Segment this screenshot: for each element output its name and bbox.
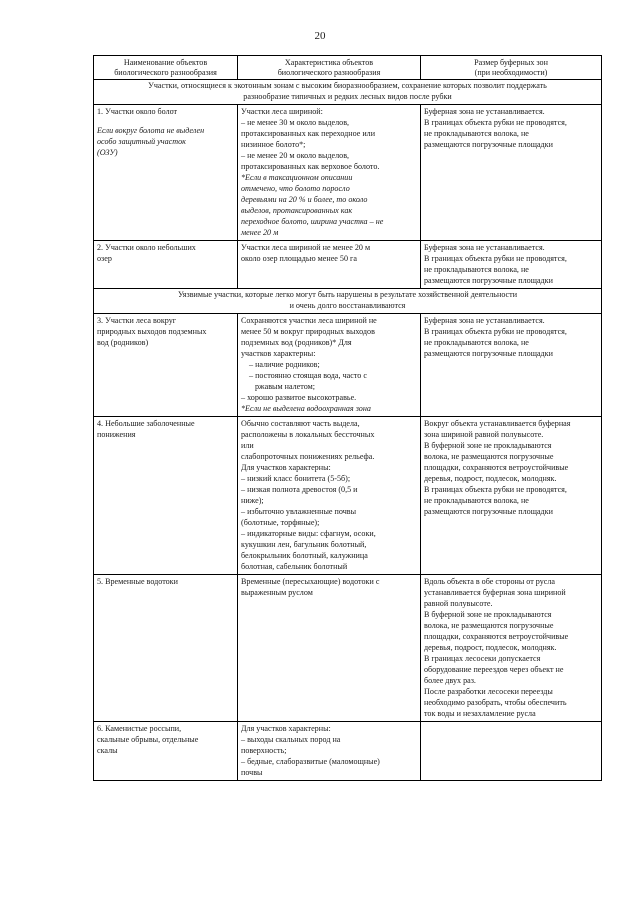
desc-line: – индикаторные виды: сфагнум, осоки, (241, 529, 376, 539)
object-name: 3. Участки леса вокруг (97, 316, 177, 326)
desc-line: протаксированных как верховое болото. (241, 162, 380, 172)
buffer-line: волока, не размещаются погрузочные (424, 621, 554, 631)
section-line: Участки, относящиеся к экотонным зонам с высоким биоразнообразием, сохранение которых позволит поддержать (148, 81, 547, 91)
buffer-cell (421, 314, 602, 417)
buffer-line: устанавливается буферная зона шириной (424, 588, 566, 598)
list-item: – наличие родников; (249, 360, 320, 370)
object-name: 5. Временные водотоки (97, 577, 178, 587)
object-name-cell (94, 722, 238, 781)
buffer-line: В границах объекта рубки не проводятся, (424, 327, 567, 337)
desc-line: кукушкин лен, багульник болотный, (241, 540, 367, 550)
desc-line: Обычно составляют часть выдела, (241, 419, 360, 429)
note-line: переходное болото, ширина участка – не (241, 217, 384, 227)
section-line: и очень долго восстанавливаются (289, 300, 406, 310)
characteristics-cell (238, 105, 421, 241)
desc-line: около озер площадью менее 50 га (241, 254, 357, 264)
buffer-line: не прокладываются волока, не (424, 338, 529, 348)
buffer-line: В границах лесосеки допускается (424, 654, 541, 664)
header-line: биологического разнообразия (114, 67, 217, 77)
table-row (94, 575, 602, 722)
buffer-line: Буферная зона не устанавливается. (424, 243, 545, 253)
note-line: менее 20 м (241, 228, 279, 238)
note-line: особо защитный участок (97, 137, 186, 147)
table-row (94, 241, 602, 289)
object-name: 2. Участки около небольших (97, 243, 196, 253)
note-line: деревьями на 20 % и более, то около (241, 195, 368, 205)
buffer-line: площадки, сохраняются ветроустойчивые (424, 463, 569, 473)
desc-footnote (241, 172, 417, 238)
buffer-line: оборудование переездов через объект не (424, 665, 564, 675)
object-name: скалы (97, 746, 118, 756)
buffer-line: площадки, сохраняются ветроустойчивые (424, 632, 569, 642)
header-line: Размер буферных зон (474, 58, 548, 67)
desc-line: Для участков характерны: (241, 463, 331, 473)
list-item: – хорошо развитое высокотравье. (241, 393, 357, 403)
desc-line: болотная, сабельник болотный (241, 562, 348, 572)
desc-line: Сохраняются участки леса шириной не (241, 316, 377, 326)
table-header-row (94, 56, 602, 80)
object-note (97, 125, 234, 158)
note-line: (ОЗУ) (97, 148, 118, 158)
buffer-line: деревья, подрост, подлесок, молодняк. (424, 474, 557, 484)
desc-line: почвы (241, 768, 263, 778)
buffer-line: не прокладываются волока, не (424, 496, 529, 506)
table-row (94, 722, 602, 781)
buffer-line: равной полувысоте. (424, 599, 493, 609)
header-objects (94, 56, 238, 80)
section-line: Уязвимые участки, которые легко могут быть нарушены в результате хозяйственной деятельности (177, 290, 518, 300)
buffer-line: В границах объекта рубки не проводятся, (424, 254, 567, 264)
desc-line: слабопроточных понижениях рельефа. (241, 452, 375, 462)
buffer-line: Буферная зона не устанавливается. (424, 107, 545, 117)
characteristics-cell (238, 575, 421, 722)
object-name: озер (97, 254, 112, 264)
section-heading-vulnerable (94, 289, 602, 314)
buffer-cell (421, 241, 602, 289)
desc-line: подземных вод (родников)* Для (241, 338, 352, 348)
desc-line: Временные (пересыхающие) водотоки с (241, 577, 380, 587)
desc-line: протаксированных как переходное или (241, 129, 376, 139)
buffer-line: размещаются погрузочные площадки (424, 140, 553, 150)
buffer-line: размещаются погрузочные площадки (424, 276, 553, 286)
buffer-line: более двух раз. (424, 676, 476, 686)
object-name-cell (94, 417, 238, 575)
header-buffer-zone (421, 56, 602, 80)
note-line: отмечено, что болото поросло (241, 184, 350, 194)
note-line: Если вокруг болота не выделен (97, 126, 205, 136)
desc-line: менее 50 м вокруг природных выходов (241, 327, 375, 337)
desc-line: белокрыльник болотный, калужница (241, 551, 368, 561)
buffer-line: не прокладываются волока, не (424, 265, 529, 275)
desc-line: – низкий класс бонитета (5-5б); (241, 474, 351, 484)
table-row (94, 105, 602, 241)
desc-line: Для участков характерны: (241, 724, 331, 734)
note-line: *Если в таксационном описании (241, 173, 353, 183)
buffer-line: После разработки лесосеки переезды (424, 687, 553, 697)
section-row (94, 289, 602, 314)
desc-line: – избыточно увлажненные почвы (241, 507, 357, 517)
desc-line: (болотные, торфяные); (241, 518, 320, 528)
buffer-line: В границах объекта рубки не проводятся, (424, 485, 567, 495)
buffer-cell (421, 575, 602, 722)
object-name-cell (94, 575, 238, 722)
buffer-cell (421, 417, 602, 575)
buffer-line: В буферной зоне не прокладываются (424, 441, 552, 451)
table-row (94, 314, 602, 417)
characteristics-cell (238, 417, 421, 575)
desc-footnote: *Если не выделена водоохранная зона (241, 404, 371, 414)
header-line: (при необходимости) (474, 67, 548, 77)
header-line: биологического разнообразия (277, 67, 381, 77)
list-item: ржавым налетом; (255, 382, 315, 392)
buffer-line: волока, не размещаются погрузочные (424, 452, 554, 462)
object-name-cell (94, 241, 238, 289)
object-name: понижения (97, 430, 136, 440)
desc-line: – бедные, слаборазвитые (маломощные) (241, 757, 380, 767)
desc-line: – не менее 30 м около выделов, (241, 118, 350, 128)
desc-line: расположены в локальных бессточных (241, 430, 375, 440)
buffer-line: размещаются погрузочные площадки (424, 507, 553, 517)
desc-line: выраженным руслом (241, 588, 313, 598)
table-row (94, 417, 602, 575)
buffer-line: В границах объекта рубки не проводятся, (424, 118, 567, 128)
section-heading-ecotone (94, 80, 602, 105)
object-name: 4. Небольшие заболоченные (97, 419, 195, 429)
buffer-line: зона шириной равной полувысоте. (424, 430, 544, 440)
section-row (94, 80, 602, 105)
desc-line: – выходы скальных пород на (241, 735, 341, 745)
buffer-cell (421, 105, 602, 241)
object-name: 6. Каменистые россыпи, (97, 724, 182, 734)
desc-line: низинное болото*; (241, 140, 306, 150)
note-line: выделов, протаксированных как (241, 206, 353, 216)
biodiversity-table (93, 55, 602, 781)
desc-line: – низкая полнота древостоя (0,5 и (241, 485, 358, 495)
desc-line: поверхность; (241, 746, 287, 756)
characteristics-cell (238, 722, 421, 781)
object-name-cell (94, 105, 238, 241)
object-name-cell (94, 314, 238, 417)
section-line: разнообразие типичных и редких лесных видов после рубки (243, 91, 452, 101)
buffer-line: В буферной зоне не прокладываются (424, 610, 552, 620)
object-name: скальные обрывы, отдельные (97, 735, 199, 745)
buffer-line: Вокруг объекта устанавливается буферная (424, 419, 571, 429)
desc-line: Участки леса шириной: (241, 107, 323, 117)
object-name: 1. Участки около болот (97, 107, 178, 117)
object-name: вод (родников) (97, 338, 149, 348)
buffer-line: необходимо разобрать, чтобы обеспечить (424, 698, 567, 708)
buffer-line: деревья, подрост, подлесок, молодняк. (424, 643, 557, 653)
header-line: Характеристика объектов (284, 58, 374, 67)
desc-line: – не менее 20 м около выделов, (241, 151, 350, 161)
header-line: Наименование объектов (123, 58, 208, 67)
buffer-line: не прокладываются волока, не (424, 129, 529, 139)
buffer-line: Вдоль объекта в обе стороны от русла (424, 577, 556, 587)
buffer-line: Буферная зона не устанавливается. (424, 316, 545, 326)
characteristics-cell (238, 314, 421, 417)
buffer-line: ток воды и незахламление русла (424, 709, 536, 719)
object-name: природных выходов подземных (97, 327, 207, 337)
buffer-cell (421, 722, 602, 781)
buffer-line: размещаются погрузочные площадки (424, 349, 553, 359)
desc-line: Участки леса шириной не менее 20 м (241, 243, 371, 253)
desc-line: участков характерны: (241, 349, 316, 359)
characteristics-cell (238, 241, 421, 289)
page-number: 20 (314, 30, 326, 42)
desc-line: ниже); (241, 496, 264, 506)
header-characteristics (238, 56, 421, 80)
desc-line: или (241, 441, 254, 451)
list-item: – постоянно стоящая вода, часто с (249, 371, 367, 381)
